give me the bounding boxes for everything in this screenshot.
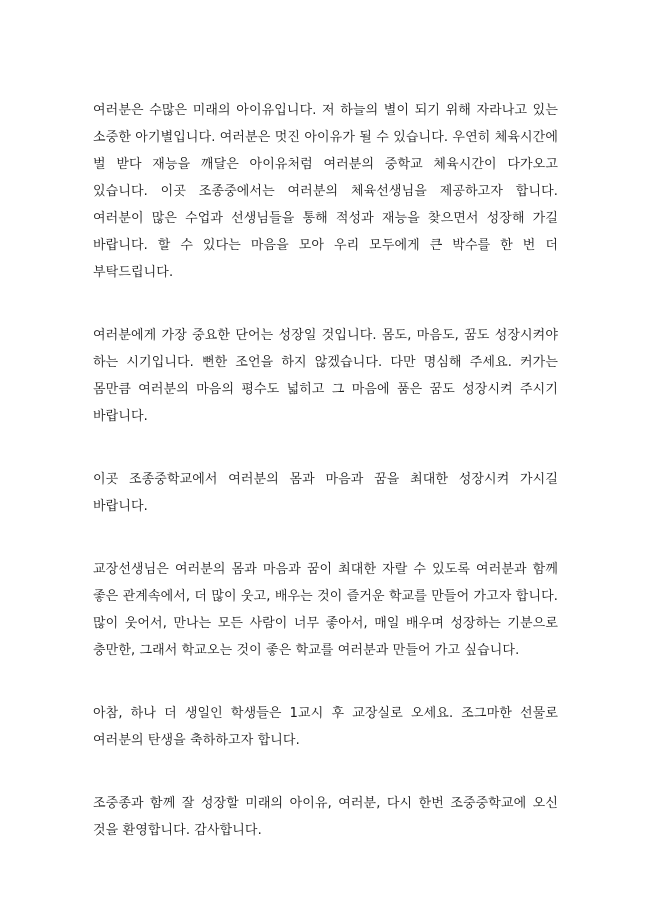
document-body	[93, 97, 558, 844]
paragraph-6: 조중종과 함께 잘 성장할 미래의 아이유, 여러분, 다시 한번 조중중학교에 오신 것을 환영합니다. 감사합니다.	[93, 796, 558, 838]
paragraph-2: 여러분에게 가장 중요한 단어는 성장일 것입니다. 몸도, 마음도, 꿈도 성장시켜야 하는 시기입니다. 뻔한 조언을 하지 않겠습니다. 다만 명심해 주세요. 커가는 몸만큼 여러분의 마음의 평수도 넓히고 그 마음에 품은 꿈도 성장시켜 주시기 바랍니다.	[93, 328, 558, 424]
paragraph-3: 이곳 조종중학교에서 여러분의 몸과 마음과 꿈을 최대한 성장시켜 가시길 바랍니다.	[93, 472, 558, 514]
paragraph-4: 교장선생님은 여러분의 몸과 마음과 꿈이 최대한 자랄 수 있도록 여러분과 함께 좋은 관계속에서, 더 많이 웃고, 배우는 것이 즐거운 학교를 만들어 가고자 합니다. 많이 웃어서, 만나는 모든 사람이 너무 좋아서, 매일 배우며 성장하는 기분으로 충만한, 그래서 학교오는 것이 좋은 학교를 여러분과 만들어 가고 싶습니다.	[93, 562, 558, 658]
paragraph-1: 여러분은 수많은 미래의 아이유입니다. 저 하늘의 별이 되기 위해 자라나고 있는 소중한 아기별입니다. 여러분은 멋진 아이유가 될 수 있습니다. 우연히 체육시간에 벌 받다 재능을 깨달은 아이유처럼 여러분의 중학교 체육시간이 다가오고 있습니다. 이곳 조종중에서는 여러분의 체육선생님을 제공하고자 합니다. 여러분이 많은 수업과 선생님들을 통해 적성과 재능을 찾으면서 성장해 가길 바랍니다. 할 수 있다는 마음을 모아 우리 모두에게 큰 박수를 한 번 더 부탁드립니다.	[93, 103, 558, 280]
paragraph-5: 아참, 하나 더 생일인 학생들은 1교시 후 교장실로 오세요. 조그마한 선물로 여러분의 탄생을 축하하고자 합니다.	[93, 706, 558, 748]
